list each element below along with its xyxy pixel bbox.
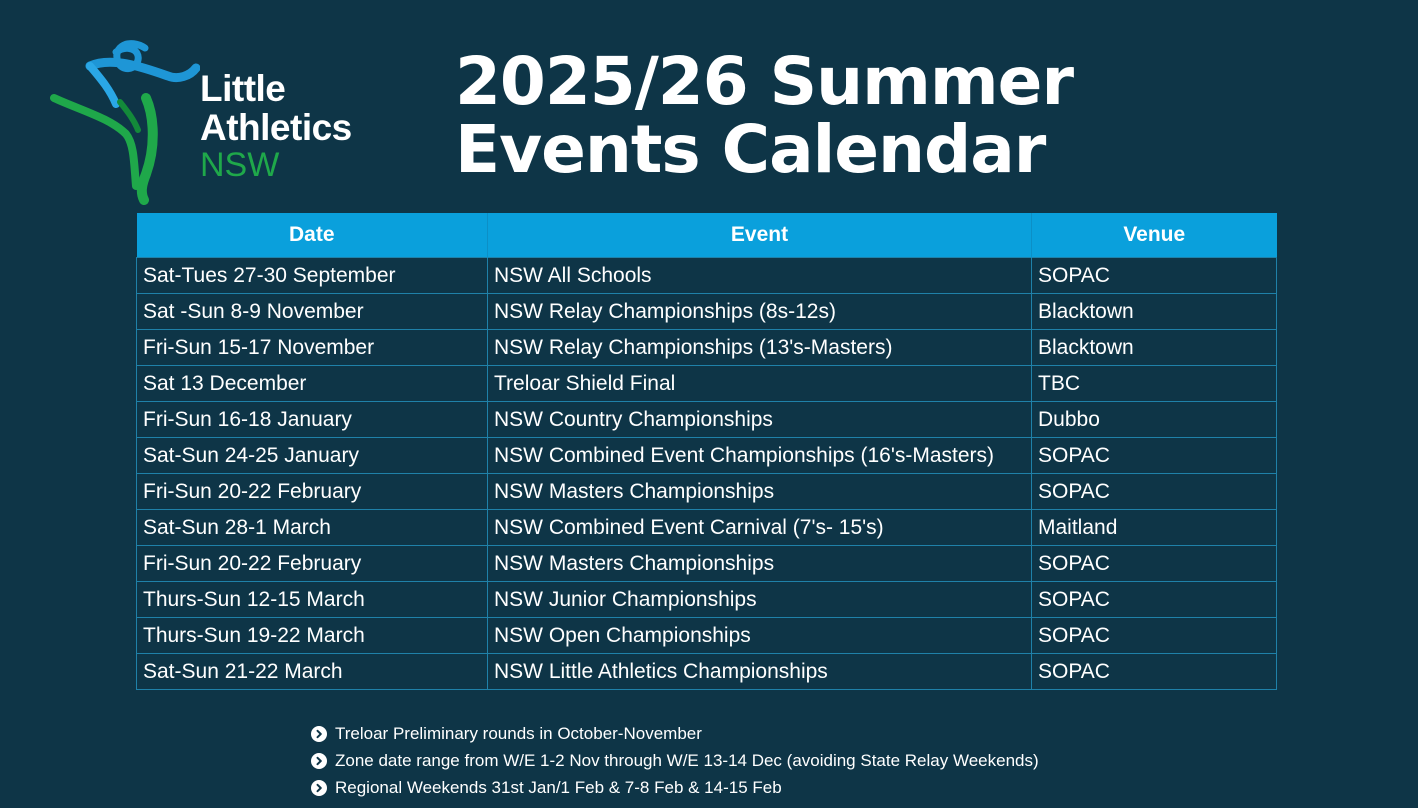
- table-row: [137, 474, 1277, 510]
- venue-cell: SOPAC: [1032, 546, 1277, 582]
- venue-cell: SOPAC: [1032, 258, 1277, 294]
- event-cell: NSW Relay Championships (8s-12s): [488, 294, 1032, 330]
- title-line-1: 2025/26 Summer: [455, 43, 1073, 120]
- date-cell: Sat 13 December: [137, 366, 488, 402]
- logo-word-nsw: NSW: [200, 146, 280, 184]
- logo-word-little: Little: [200, 68, 286, 109]
- table-row: [137, 654, 1277, 690]
- table-row: [137, 330, 1277, 366]
- page-title: [455, 43, 1215, 188]
- event-cell: NSW All Schools: [488, 258, 1032, 294]
- venue-cell: SOPAC: [1032, 582, 1277, 618]
- venue-cell: Maitland: [1032, 510, 1277, 546]
- venue-cell: SOPAC: [1032, 474, 1277, 510]
- note-item: [311, 720, 1039, 747]
- date-cell: Sat-Sun 28-1 March: [137, 510, 488, 546]
- column-header-date: Date: [137, 213, 488, 258]
- venue-cell: Blacktown: [1032, 294, 1277, 330]
- date-cell: Fri-Sun 16-18 January: [137, 402, 488, 438]
- event-cell: NSW Combined Event Carnival (7's- 15's): [488, 510, 1032, 546]
- event-cell: NSW Junior Championships: [488, 582, 1032, 618]
- table-row: [137, 258, 1277, 294]
- date-cell: Sat-Tues 27-30 September: [137, 258, 488, 294]
- notes-list: [311, 720, 1039, 801]
- note-text: Treloar Preliminary rounds in October-November: [335, 723, 702, 743]
- event-cell: NSW Country Championships: [488, 402, 1032, 438]
- note-text: Zone date range from W/E 1-2 Nov through W/E 13-14 Dec (avoiding State Relay Weekends): [335, 750, 1039, 770]
- events-table: [136, 213, 1277, 690]
- table-row: [137, 618, 1277, 654]
- chevron-right-circle-icon: [311, 753, 327, 769]
- note-item: [311, 747, 1039, 774]
- venue-cell: SOPAC: [1032, 654, 1277, 690]
- venue-cell: SOPAC: [1032, 438, 1277, 474]
- table-row: [137, 546, 1277, 582]
- date-cell: Sat-Sun 21-22 March: [137, 654, 488, 690]
- note-item: [311, 774, 1039, 801]
- venue-cell: Blacktown: [1032, 330, 1277, 366]
- event-cell: Treloar Shield Final: [488, 366, 1032, 402]
- venue-cell: SOPAC: [1032, 618, 1277, 654]
- logo-wordmark: [200, 70, 352, 182]
- table-row: [137, 294, 1277, 330]
- events-table-container: [136, 213, 1276, 690]
- table-header-row: [137, 213, 1277, 258]
- date-cell: Fri-Sun 20-22 February: [137, 546, 488, 582]
- date-cell: Thurs-Sun 19-22 March: [137, 618, 488, 654]
- date-cell: Fri-Sun 15-17 November: [137, 330, 488, 366]
- table-row: [137, 510, 1277, 546]
- event-cell: NSW Masters Championships: [488, 546, 1032, 582]
- table-row: [137, 402, 1277, 438]
- column-header-event: Event: [488, 213, 1032, 258]
- title-line-2: Events Calendar: [455, 111, 1046, 188]
- venue-cell: TBC: [1032, 366, 1277, 402]
- column-header-venue: Venue: [1032, 213, 1277, 258]
- logo-word-athletics: Athletics: [200, 107, 352, 148]
- date-cell: Fri-Sun 20-22 February: [137, 474, 488, 510]
- event-cell: NSW Little Athletics Championships: [488, 654, 1032, 690]
- event-cell: NSW Combined Event Championships (16's-Masters): [488, 438, 1032, 474]
- ribbon-runner-icon: [50, 36, 200, 206]
- table-row: [137, 366, 1277, 402]
- venue-cell: Dubbo: [1032, 402, 1277, 438]
- event-cell: NSW Open Championships: [488, 618, 1032, 654]
- date-cell: Sat -Sun 8-9 November: [137, 294, 488, 330]
- little-athletics-logo: [50, 36, 380, 206]
- note-text: Regional Weekends 31st Jan/1 Feb & 7-8 Feb & 14-15 Feb: [335, 777, 782, 797]
- table-row: [137, 582, 1277, 618]
- date-cell: Sat-Sun 24-25 January: [137, 438, 488, 474]
- chevron-right-circle-icon: [311, 726, 327, 742]
- event-cell: NSW Masters Championships: [488, 474, 1032, 510]
- table-row: [137, 438, 1277, 474]
- date-cell: Thurs-Sun 12-15 March: [137, 582, 488, 618]
- event-cell: NSW Relay Championships (13's-Masters): [488, 330, 1032, 366]
- chevron-right-circle-icon: [311, 780, 327, 796]
